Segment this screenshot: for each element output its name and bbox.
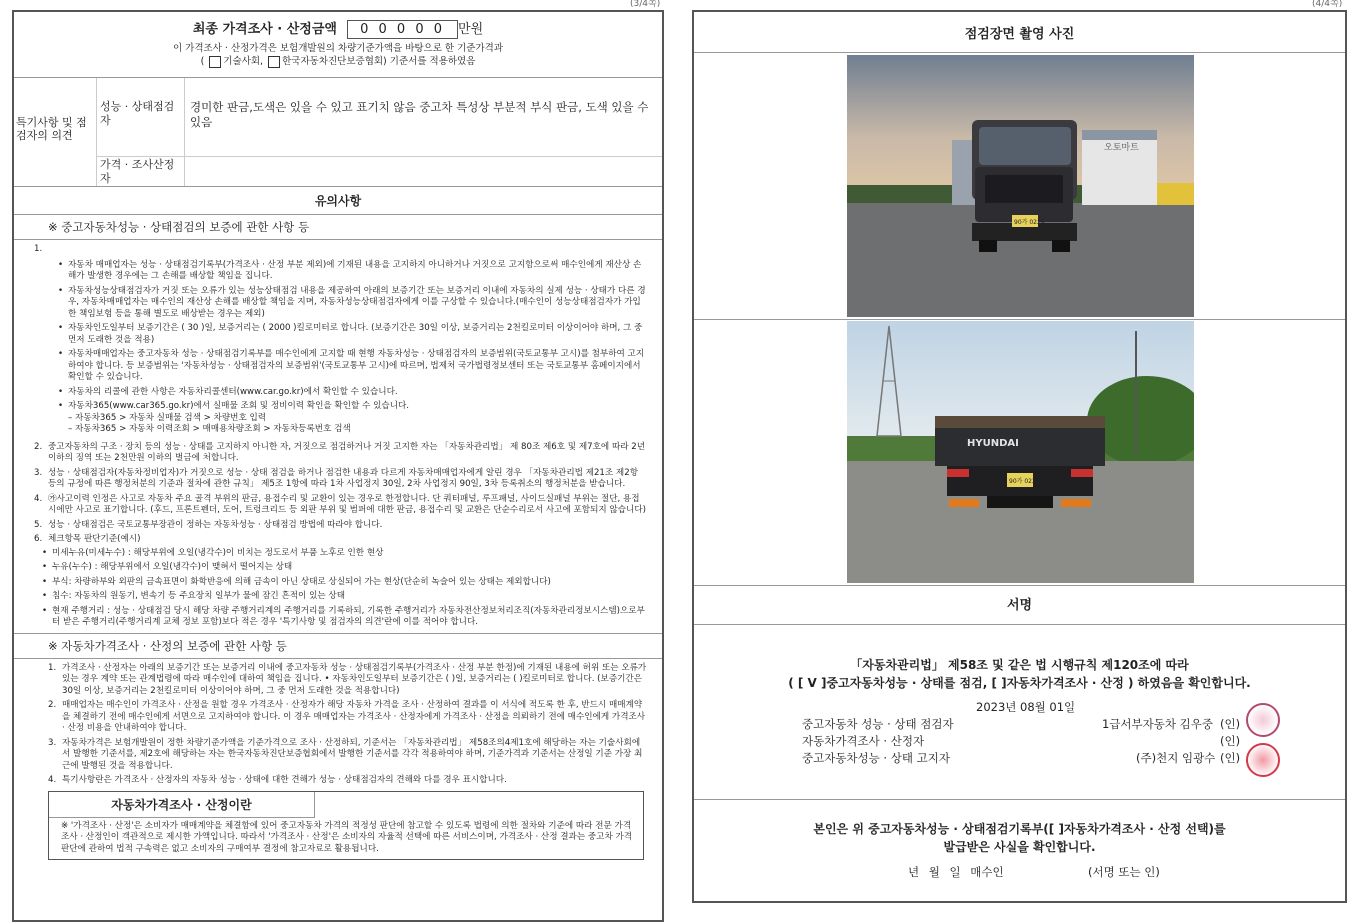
list-item: • 자동차의 리콜에 관한 사항은 자동차리콜센터(www.car.go.kr)에서 확인할 수 있습니다. bbox=[68, 387, 648, 399]
section-1-title: ※ 중고자동차성능 · 상태점검의 보증에 관한 사항 등 bbox=[48, 220, 310, 234]
list-item: 4. ㉮사고이력 인정은 사고로 자동차 주요 골격 부위의 판금, 용접수리 및 교환이 있는 경우로 한정합니다. 단 쿼터패널, 루프패널, 사이드실패널 부위는 절단, 용접 시에만 사고로 표기합니다. (후드, 프론트펜더, 도어, 트렁크리드 등 외판 부위 및 범퍼에 대한 판금, 용접수리 및 교환은 단순수리로서 사고에 포함되지 않습니다) bbox=[34, 493, 646, 515]
page-number-left: (3/4쪽) bbox=[630, 0, 661, 9]
rear-inspection-photo bbox=[847, 321, 1194, 583]
building-sign: 오토마트 bbox=[1104, 143, 1139, 153]
basis-line: 이 가격조사 · 산정가격은 보험개발원의 차량기준가액을 바탕으로 한 기준가격과 bbox=[172, 43, 504, 54]
list-item: • 누유(누수) : 해당부위에서 오일(냉각수)이 맺혀서 떨어지는 상태 bbox=[52, 562, 648, 574]
notifier-seal-stamp bbox=[1246, 743, 1280, 777]
list-item: 6. 체크항목 판단기준(예시) bbox=[34, 534, 141, 544]
list-item: • 부식: 차량하부와 외판의 금속표면이 화학반응에 의해 금속이 아닌 상태로 상실되어 가는 현상(단순히 녹슬어 있는 상태는 제외합니다) bbox=[52, 577, 648, 589]
tailgate-brand: HYUNDAI bbox=[967, 438, 1019, 449]
front-plate: 90가 0229 bbox=[1014, 219, 1045, 226]
list-item: • 미세누유(미세누수) : 해당부위에 오일(냉각수)이 비치는 정도로서 부품 노후로 인한 현상 bbox=[52, 548, 648, 560]
list-item: 3. 자동차가격은 보험개발원이 정한 차량기준가액을 기준가격으로 조사 · 산정하되, 기준서는 「자동차관리법」 제58조의4제1호에 해당하는 자는 기술사회에서 발행한 기준서를, 제2호에 해당하는 자는 한국자동차진단보증협회에서 발행한 기준서를 각각 적용하여야 하며, 기준가격과 기준서는 산정일 기준 가장 최근에 발행된 것을 적용합니다. bbox=[48, 737, 643, 771]
front-inspection-photo bbox=[847, 55, 1194, 317]
amount-field: 0 0 0 0 0 bbox=[347, 20, 458, 39]
remarks-label: 특기사항 및 점검자의 의견 bbox=[16, 116, 87, 142]
left-page bbox=[12, 10, 664, 922]
seal-assessor: (인) bbox=[1220, 734, 1241, 748]
section-2-title: ※ 자동차가격조사 · 산정의 보증에 관한 사항 등 bbox=[48, 638, 287, 653]
price-info-box bbox=[48, 791, 644, 861]
s6-bullet-list bbox=[34, 548, 648, 629]
confirm-statement bbox=[694, 820, 1345, 856]
s1-bullet-list bbox=[34, 260, 648, 413]
list-item: 2. 매매업자는 매수인이 가격조사 · 산정을 원할 경우 가격조사 · 산정자가 해당 자동차 가격을 조사 · 산정하여 결과를 이 서식에 적도록 한 후, 반드시 매매계약을 체결하기 전에 매수인에게 서면으로 고지하여야 합니다. 이 경우 매매업자는 가격조사 · 산정자에게 가격조사 · 산정을 의뢰하기 전에 매수인에게 가격조사 · 산정 비용을 안내하여야 합니다. bbox=[48, 700, 646, 733]
remarks-table bbox=[14, 78, 662, 186]
rear-plate: 90가 0229 bbox=[1009, 478, 1040, 485]
list-item: • 침수: 자동차의 원동기, 변속기 등 주요장치 일부가 물에 잠긴 흔적이 있는 상태 bbox=[52, 591, 648, 603]
s1-num1: 1. bbox=[34, 244, 43, 254]
list-item: 2. 중고자동차의 구조 · 장치 등의 성능 · 상태를 고지하지 아니한 자, 거짓으로 점검하거나 거짓 고지한 자는 「자동차관리법」 제 80조 제6호 및 제7호에 따라 2년 이하의 징역 또는 2천만원 이하의 벌금에 처합니다. bbox=[34, 441, 646, 463]
list-item: 4. 특기사항란은 가격조사 · 산정자의 자동차 성능 · 상태에 대한 견해가 성능 · 상태점검자의 견해와 다를 경우 표시합니다. bbox=[48, 775, 507, 785]
price-info-title: 자동차가격조사 · 산정이란 bbox=[49, 792, 315, 818]
tech-checkbox[interactable] bbox=[209, 56, 221, 68]
list-item: • 현재 주행거리 : 성능 · 상태점검 당시 해당 차량 주행거리계의 주행거리를 기록하되, 기록한 주행거리가 자동차전산정보처리조직(자동차관리정보시스템)으로부터 받은 주행거리(주행거리계 교체 정보 포함)보다 적은 경우 '특기사항 및 점검자의 의견'란에 이를 적어야 합니다. bbox=[52, 606, 648, 629]
section-2-body bbox=[14, 659, 662, 787]
standard-options bbox=[14, 55, 662, 68]
paren-open: ( bbox=[200, 56, 205, 67]
assoc-checkbox[interactable] bbox=[268, 56, 280, 68]
buyer-signature[interactable]: (서명 또는 인) bbox=[1088, 865, 1160, 879]
amount-unit: 만원 bbox=[458, 22, 484, 37]
price-header bbox=[14, 12, 662, 77]
s1-sub-1: – 자동차365 > 자동차 실매물 검색 > 차량번호 입력 bbox=[68, 412, 267, 423]
list-item: 3. 성능 · 상태점검자(자동차정비업자)가 거짓으로 성능 · 상태 점검을 하거나 점검한 내용과 다르게 자동차매매업자에게 알린 경우 「자동차관리법 제21조 제2항 등의 규정에 따른 행정처분의 기준과 절차에 관한 규칙」 제5조 1항에 따라 1차 사업정지 30일, 2차 사업정지 90일, 3차 등록취소의 행정처분을 받습니다. bbox=[34, 467, 639, 489]
confirm-line-1: 본인은 위 중고자동차성능 · 상태점검기록부([ ]자동차가격조사 · 산정 선택)를 bbox=[813, 822, 1226, 836]
seal-inspector: (인) bbox=[1220, 717, 1241, 731]
signer-role-notifier: 중고자동차성능 · 상태 고지자 bbox=[802, 751, 950, 765]
price-title: 최종 가격조사 · 산정금액 bbox=[192, 22, 337, 37]
notice-title: 유의사항 bbox=[314, 194, 362, 208]
list-item: • 자동차성능상태점검자가 거짓 또는 오류가 있는 성능상태점검 내용을 제공하여 아래의 보증기간 또는 보증거리 이내에 자동차의 실제 성능 · 상태가 다른 경우, 자동차매매업자는 매수인의 재산상 손해를 배상할 책임을 지며, 자동차성능상태점검자에게 이를 구상할 수 있습니다.(매수인이 성능상태점검자가 가입한 책임보험 등을 통해 별도로 배상받는 경우는 제외) bbox=[68, 286, 648, 321]
price-info-text: ※ '가격조사 · 산정'은 소비자가 매매계약을 체결함에 있어 중고자동차 가격의 적정성 판단에 참고할 수 있도록 법령에 의한 절차와 기준에 따라 전문 가격조사 · 산정인이 객관적으로 제시한 가액입니다. 따라서 '가격조사 · 산정'은 소비자의 자율적 선택에 따른 서비스이며, 가격조사 · 산정 결과는 중고차 가격판단에 관하여 법적 구속력은 없고 소비자의 구매여부 결정에 참고자료로 활용됩니다. bbox=[61, 820, 633, 854]
signer-name-notifier: (주)천지 임광수 bbox=[1136, 751, 1216, 765]
assoc-option-label: 한국자동차진단보증협회) 기준서를 적용하였음 bbox=[282, 56, 476, 67]
list-item: • 자동차매매업자는 중고자동차 성능 · 상태점검기록부를 매수인에게 고지할 때 현행 자동차성능 · 상태점검자의 보증범위(국토교통부 고시)를 첨부하여 고지하여야 합니다. 등 보증범위는 '자동차성능 · 상태점검자의 보증범위'(국토교통부 고시)에 따르며, 법제처 국가법령정보센터 또는 국토교통부 홈페이지에서 확인할 수 있습니다. bbox=[68, 349, 648, 384]
signer-name-inspector: 1급서부자동차 김우중 bbox=[1102, 717, 1213, 731]
buyer-line: 년 월 일 매수인 bbox=[908, 865, 1004, 879]
price-assessor-label: 가격 · 조사산정자 bbox=[100, 158, 175, 185]
photo-section-title: 점검장면 촬영 사진 bbox=[964, 27, 1075, 42]
list-item: • 자동차 매매업자는 성능 · 상태점검기록부(가격조사 · 산정 부분 제외)에 기재된 내용을 고지하지 아니하거나 거짓으로 고지함으로써 매수인에게 재산상 손해가 발생한 경우에는 그 손해를 배상할 책임을 집니다. bbox=[68, 260, 648, 283]
tech-option-label: 기술사회, bbox=[223, 56, 264, 67]
page-number-right: (4/4쪽) bbox=[1312, 0, 1343, 9]
law-line-1: 「자동차관리법」 제58조 및 같은 법 시행규칙 제120조에 따라 bbox=[850, 658, 1189, 672]
signer-role-inspector: 중고자동차 성능 · 상태 점검자 bbox=[802, 717, 954, 731]
rear-truck-image bbox=[847, 321, 1194, 583]
list-item: • 자동차365(www.car365.go.kr)에서 실매물 조회 및 정비이력 확인을 확인할 수 있습니다. bbox=[68, 401, 648, 413]
s1-sub-2: – 자동차365 > 자동차 이력조회 > 매매용차량조회 > 자동차등록번호 검색 bbox=[68, 424, 351, 434]
law-line-2: ( [ V ]중고자동차성능 · 상태를 점검, [ ]자동차가격조사 · 산정 ) 하였음을 확인합니다. bbox=[788, 676, 1251, 690]
list-item: 1. 가격조사 · 산정자는 아래의 보증기간 또는 보증거리 이내에 중고자동차 성능 · 상태점검기록부(가격조사 · 산정 부분 한정)에 기재된 내용에 허위 또는 오류가 있는 경우 계약 또는 관계법령에 따라 매수인에 대하여 책임을 집니다. • 자동차인도일부터 보증기간은 ( )일, 보증거리는 ( )킬로미터로 합니다. (보증기간은 30일 이상, 보증거리는 2천킬로미터 이상이어야 하며, 그 중 먼저 도래한 것을 적용합니다) bbox=[48, 662, 647, 696]
front-truck-image bbox=[847, 55, 1194, 317]
perf-inspector-text: 경미한 판금,도색은 있을 수 있고 표기치 않음 중고차 특성상 부분적 부식 판금, 도색 있을 수 있음 bbox=[190, 100, 649, 129]
confirm-line-2: 발급받은 사실을 확인합니다. bbox=[943, 840, 1096, 854]
list-item: 5. 성능 · 상태점검은 국토교통부장관이 정하는 자동차성능 · 상태점검 방법에 따라야 합니다. bbox=[34, 519, 383, 530]
sign-date: 2023년 08월 01일 bbox=[976, 700, 1076, 714]
signer-role-assessor: 자동차가격조사 · 산정자 bbox=[802, 734, 925, 748]
inspector-seal-stamp bbox=[1246, 703, 1280, 737]
list-item: • 자동차인도일부터 보증기간은 ( 30 )일, 보증거리는 ( 2000 )킬로미터로 합니다. (보증기간은 30일 이상, 보증거리는 2천킬로미터 이상이어야 하며, 그 중 먼저 도래한 것을 적용) bbox=[68, 323, 648, 346]
signature-section-title: 서명 bbox=[1006, 598, 1033, 613]
right-page bbox=[692, 10, 1347, 903]
law-statement bbox=[694, 656, 1345, 692]
perf-inspector-label: 성능 · 상태점검자 bbox=[100, 100, 175, 127]
section-1-body bbox=[14, 240, 662, 629]
seal-notifier: (인) bbox=[1220, 751, 1241, 765]
